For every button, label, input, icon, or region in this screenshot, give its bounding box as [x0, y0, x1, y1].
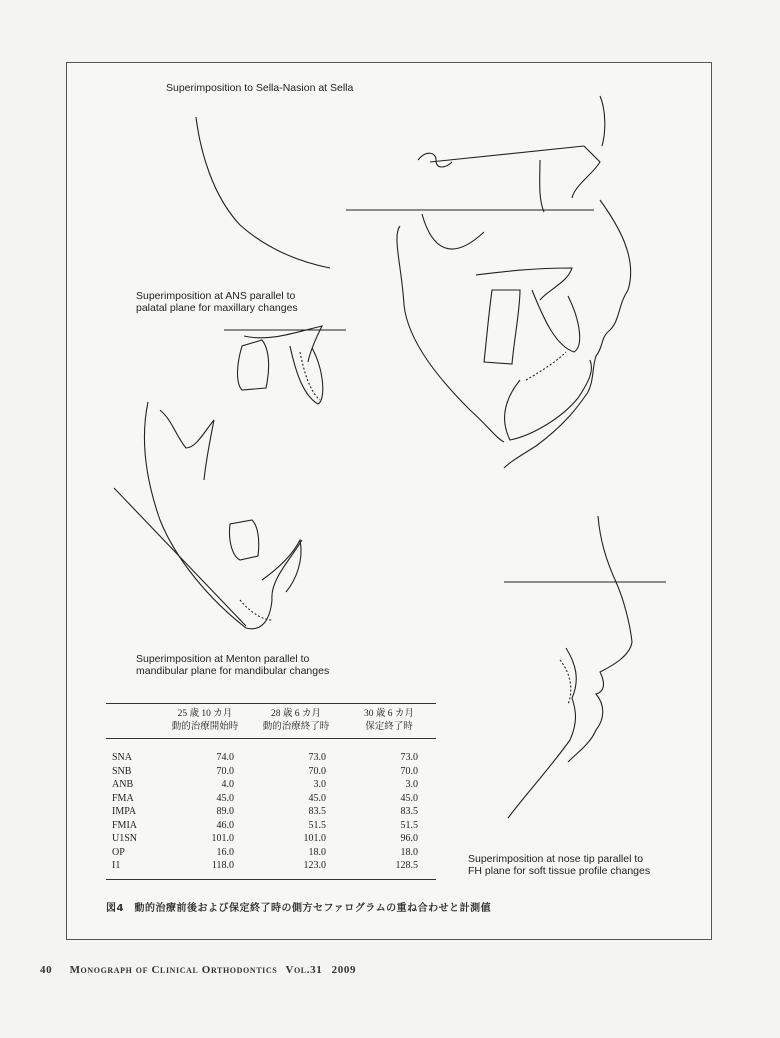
cell-value: 123.0 — [303, 860, 326, 871]
table-row — [106, 846, 436, 860]
caption-ans: Superimposition at ANS parallel to palatal plane for maxillary changes — [136, 290, 298, 314]
row-label: SNB — [112, 765, 132, 777]
caption-menton: Superimposition at Menton parallel to mandibular plane for mandibular changes — [136, 653, 330, 677]
full-profile-tracing — [397, 200, 631, 468]
page-footer — [40, 964, 370, 976]
row-label: U1SN — [112, 833, 138, 844]
cranial-base-tracing — [196, 96, 605, 268]
caption-nose: Superimposition at nose tip parallel to FH plane for soft tissue profile changes — [468, 853, 651, 877]
measurement-table — [106, 703, 436, 880]
table-row — [106, 819, 436, 833]
cell-value: 101.0 — [303, 833, 326, 844]
row-label: FMIA — [112, 819, 138, 831]
cell-value: 45.0 — [400, 792, 418, 804]
table-row — [106, 859, 436, 879]
table-row — [106, 832, 436, 846]
cell-value: 70.0 — [308, 765, 326, 777]
table-header-row — [106, 704, 436, 739]
table-corner — [106, 704, 160, 739]
row-label: ANB — [112, 779, 134, 790]
cell-value: 45.0 — [216, 792, 234, 804]
page-number: 40 — [40, 964, 53, 976]
column-header-age: 30 歳 6 カ月 — [364, 708, 414, 719]
cell-value: 46.0 — [216, 819, 234, 831]
cell-value: 83.5 — [308, 806, 326, 817]
column-header-age: 28 歳 6 カ月 — [271, 708, 321, 719]
cell-value: 128.5 — [395, 860, 418, 871]
row-label: IMPA — [112, 806, 137, 817]
column-header — [342, 704, 436, 739]
column-header-age: 25 歳 10 カ月 — [177, 708, 233, 719]
cell-value: 70.0 — [400, 765, 418, 777]
table-row — [106, 805, 436, 819]
cell-value: 73.0 — [308, 752, 326, 763]
cell-value: 18.0 — [308, 846, 326, 858]
journal-year: 2009 — [331, 964, 357, 976]
cell-value: 74.0 — [216, 752, 234, 763]
column-header-stage: 動的治療終了時 — [262, 722, 330, 732]
column-header — [160, 704, 250, 739]
figure-caption: 図4 動的治療前後および保定終了時の側方セファログラムの重ね合わせと計測値 — [106, 903, 492, 914]
table-row — [106, 739, 436, 765]
table-row — [106, 778, 436, 792]
row-label: I1 — [112, 860, 121, 871]
cell-value: 51.5 — [308, 819, 326, 831]
cell-value: 16.0 — [216, 846, 234, 858]
column-header — [250, 704, 342, 739]
table-row — [106, 792, 436, 806]
cell-value: 3.0 — [313, 779, 326, 790]
column-header-stage: 保定終了時 — [365, 722, 413, 732]
row-label: OP — [112, 846, 125, 858]
maxillary-tracing — [224, 326, 346, 404]
mandibular-tracing — [114, 402, 302, 629]
row-label: FMA — [112, 792, 134, 804]
cell-value: 4.0 — [221, 779, 234, 790]
caption-sella: Superimposition to Sella-Nasion at Sella — [166, 82, 354, 94]
row-label: SNA — [112, 752, 133, 763]
cell-value: 70.0 — [216, 765, 234, 777]
column-header-stage: 動的治療開始時 — [171, 722, 239, 732]
cell-value: 18.0 — [400, 846, 418, 858]
cell-value: 96.0 — [400, 833, 418, 844]
journal-title: Monograph of Clinical Orthodontics — [69, 964, 278, 976]
cell-value: 89.0 — [216, 806, 234, 817]
cell-value: 118.0 — [211, 860, 234, 871]
soft-tissue-tracing — [504, 516, 666, 818]
table-row — [106, 765, 436, 779]
cell-value: 101.0 — [211, 833, 234, 844]
cell-value: 83.5 — [400, 806, 418, 817]
journal-volume: Vol.31 — [285, 964, 323, 976]
cell-value: 3.0 — [405, 779, 418, 790]
cell-value: 51.5 — [400, 819, 418, 831]
cell-value: 45.0 — [308, 792, 326, 804]
cell-value: 73.0 — [400, 752, 418, 763]
